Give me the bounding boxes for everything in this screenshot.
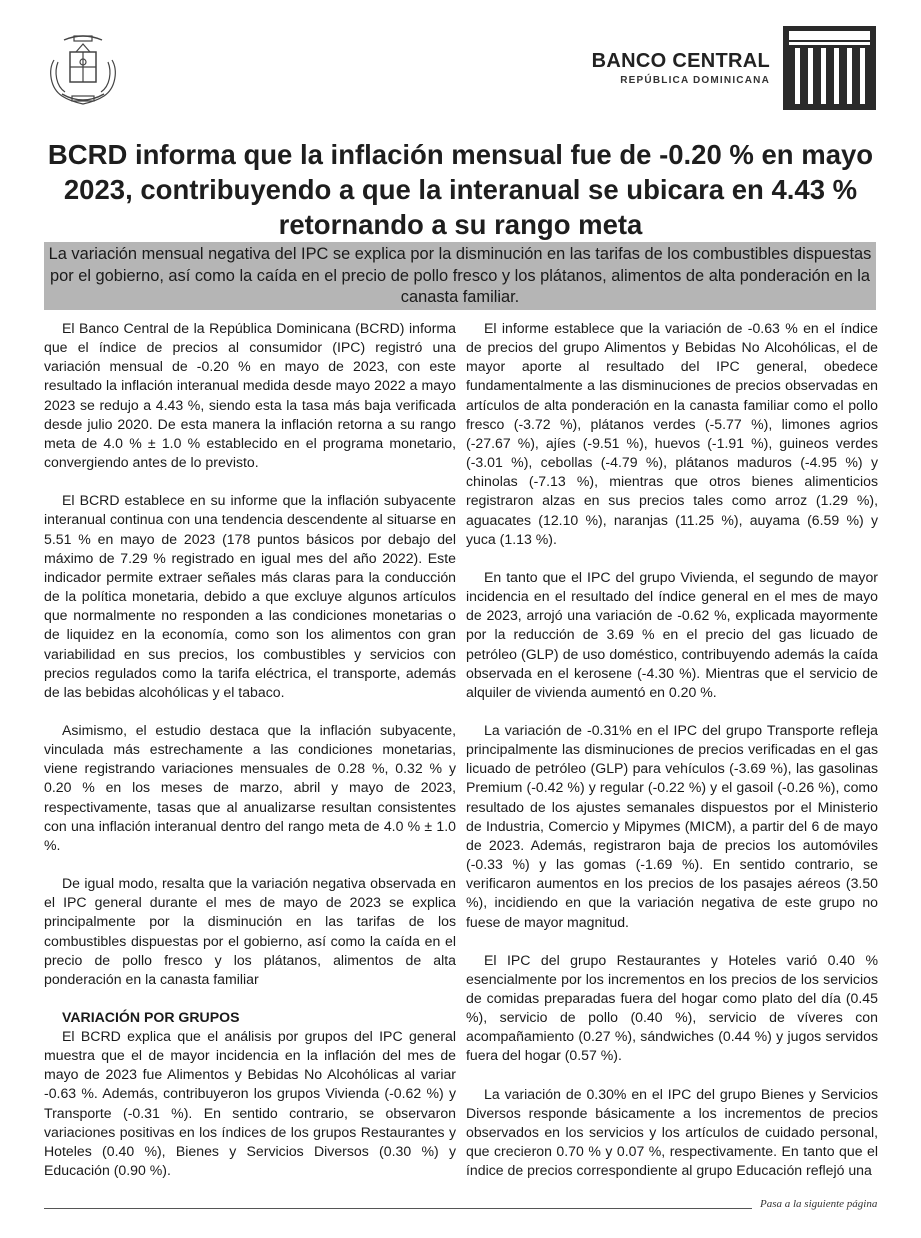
page-header <box>0 0 921 130</box>
paragraph: El Banco Central de la República Dominicana (BCRD) informa que el índice de precios al consumidor (IPC) registró una variación mensual de -0.20 % en mayo de 2023, con este resultado la inflación interanual medida desde mayo 2022 a mayo 2023 se redujo a 4.43 %, siendo esta la tasa más baja verificada desde julio 2020. De esta manera la inflación retorna a su rango meta de 4.0 % ± 1.0 % establecido en el programa monetario, convergiendo antes de lo previsto. <box>44 320 456 471</box>
footer-divider <box>44 1208 752 1209</box>
subheadline: La variación mensual negativa del IPC se explica por la disminución en las tarifas de los combustibles dispuestas por el gobierno, así como la caída en el precio de pollo fresco y los plátanos, alimentos de alta ponderación en la canasta familiar. <box>44 242 876 310</box>
section-title: VARIACIÓN POR GRUPOS <box>62 1009 240 1025</box>
paragraph: El informe establece que la variación de -0.63 % en el índice de precios del grupo Alimentos y Bebidas No Alcohólicas, el de mayor aporte al resultado del IPC general, obedece fundamentalmente a las disminuciones de precios observadas en artículos de alta ponderación en la canasta familiar como el pollo fresco (-3.72 %), plátanos verdes (-5.77 %), limones agrios (-27.67 %), ajíes (-9.51 %), huevos (-1.91 %), guineos verdes (-3.01 %), cebollas (-4.79 %), plátanos maduros (-4.95 %) y chinolas (-7.13 %), mientras que otros bienes alimenticios registraron alzas en sus precios tales como arroz (1.29 %), aguacates (12.10 %), naranjas (11.25 %), auyama (6.59 %) y yuca (1.13 %). <box>466 320 878 547</box>
continued-note: Pasa a la siguiente página <box>760 1198 878 1210</box>
paragraph: El BCRD establece en su informe que la inflación subyacente interanual continua con una tendencia descendente al situarse en 5.51 % en mayo de 2023 (178 puntos básicos por debajo del máximo de 7.29 % registrado en igual mes del año 2022). Este indicador permite extraer señales más claras para la conducción de la política monetaria, debido a que excluye algunos artículos que normalmente no responden a las condiciones monetarias o de liquidez en la economía, como son los alimentos con gran variabilidad en sus precios, los combustibles y servicios con precios regulados como la tarifa eléctrica, el transporte, además de las bebidas alcohólicas y el tabaco. <box>44 492 456 700</box>
paragraph: Asimismo, el estudio destaca que la inflación subyacente, vinculada más estrechamente a las condiciones monetarias, viene registrando variaciones mensuales de 0.28 %, 0.32 % y 0.20 % en los meses de marzo, abril y mayo de 2023, respectivamente, tasas que al anualizarse resultan consistentes con una inflación interanual dentro del rango meta de 4.0 % ± 1.0 %. <box>44 721 456 853</box>
bank-country: REPÚBLICA DOMINICANA <box>620 75 770 86</box>
paragraph: La variación de 0.30% en el IPC del grupo Bienes y Servicios Diversos responde básicamente a los incrementos de precios observados en los servicios y los artículos de cuidado personal, que crecieron 0.70 % y 0.07 %, respectivamente. En tanto que el índice de precios correspondiente al grupo Educación reflejó una <box>466 1085 878 1179</box>
bank-name: BANCO CENTRAL <box>591 50 770 72</box>
paragraph: El BCRD explica que el análisis por grupos del IPC general muestra que el de mayor incidencia en la inflación del mes de mayo de 2023 fue Alimentos y Bebidas No Alcohólicas al variar -0.63 %. Además, contribuyeron los grupos Vivienda (-0.62 %) y Transporte (-0.31 %). En sentido contrario, se observaron variaciones positivas en los índices de los grupos Restaurantes y Hoteles (0.40 %), Bienes y Servicios Diversos (0.30 %) y Educación (0.90 %). <box>44 1028 456 1179</box>
paragraph: De igual modo, resalta que la variación negativa observada en el IPC general durante el mes de mayo de 2023 se explica principalmente por la disminución en las tarifas de los combustibles dispuestas por el gobierno, así como la caída en el precio de pollo fresco y los plátanos, alimentos de alta ponderación en la canasta familiar <box>44 875 456 987</box>
bank-brand <box>560 50 770 86</box>
headline: BCRD informa que la inflación mensual fue de -0.20 % en mayo 2023, contribuyendo a que la interanual se ubicara en 4.43 % retornando a su rango meta <box>47 139 874 240</box>
right-column <box>466 319 878 1180</box>
bank-columns-logo-icon <box>783 26 876 110</box>
paragraph: En tanto que el IPC del grupo Vivienda, el segundo de mayor incidencia en el resultado del índice general en el mes de mayo de 2023, arrojó una variación de -0.62 %, explicada mayormente por la reducción de 3.69 % en el precio del gas licuado de petróleo (GLP) de uso doméstico, contribuyendo además la caída observada en el kerosene (-4.30 %). Mientras que el servicio de alquiler de vivienda aumentó en 0.20 %. <box>466 568 878 700</box>
left-column <box>44 319 456 1180</box>
paragraph: La variación de -0.31% en el IPC del grupo Transporte refleja principalmente las disminuciones de precios verificadas en el gas licuado de petróleo (GLP) para vehículos (-3.69 %), las gasolinas Premium (-0.42 %) y regular (-0.22 %) y el gasoil (-0.26 %), como resultado de los ajustes semanales dispuestos por el Ministerio de Industria, Comercio y Mipymes (MICM), a partir del 6 de mayo de 2023. Además, registraron baja de precios los automóviles (-0.33 %) y las gomas (-1.69 %). En sentido contrario, se verificaron aumentos en los precios de los pasajes aéreos (3.50 %), incidiendo en que la variación negativa de este grupo no fuese de mayor magnitud. <box>466 721 878 930</box>
dominican-coat-of-arms-icon <box>44 30 122 108</box>
paragraph: El IPC del grupo Restaurantes y Hoteles varió 0.40 % esencialmente por los incrementos en los precios de los servicios de comidas preparadas fuera del hogar como plato del día (0.45 %), servicio de pollo (0.40 %), servicio de víveres con acompañamiento (0.27 %), sándwiches (0.44 %) y jugos servidos fuera del hogar (0.57 %). <box>466 951 878 1064</box>
